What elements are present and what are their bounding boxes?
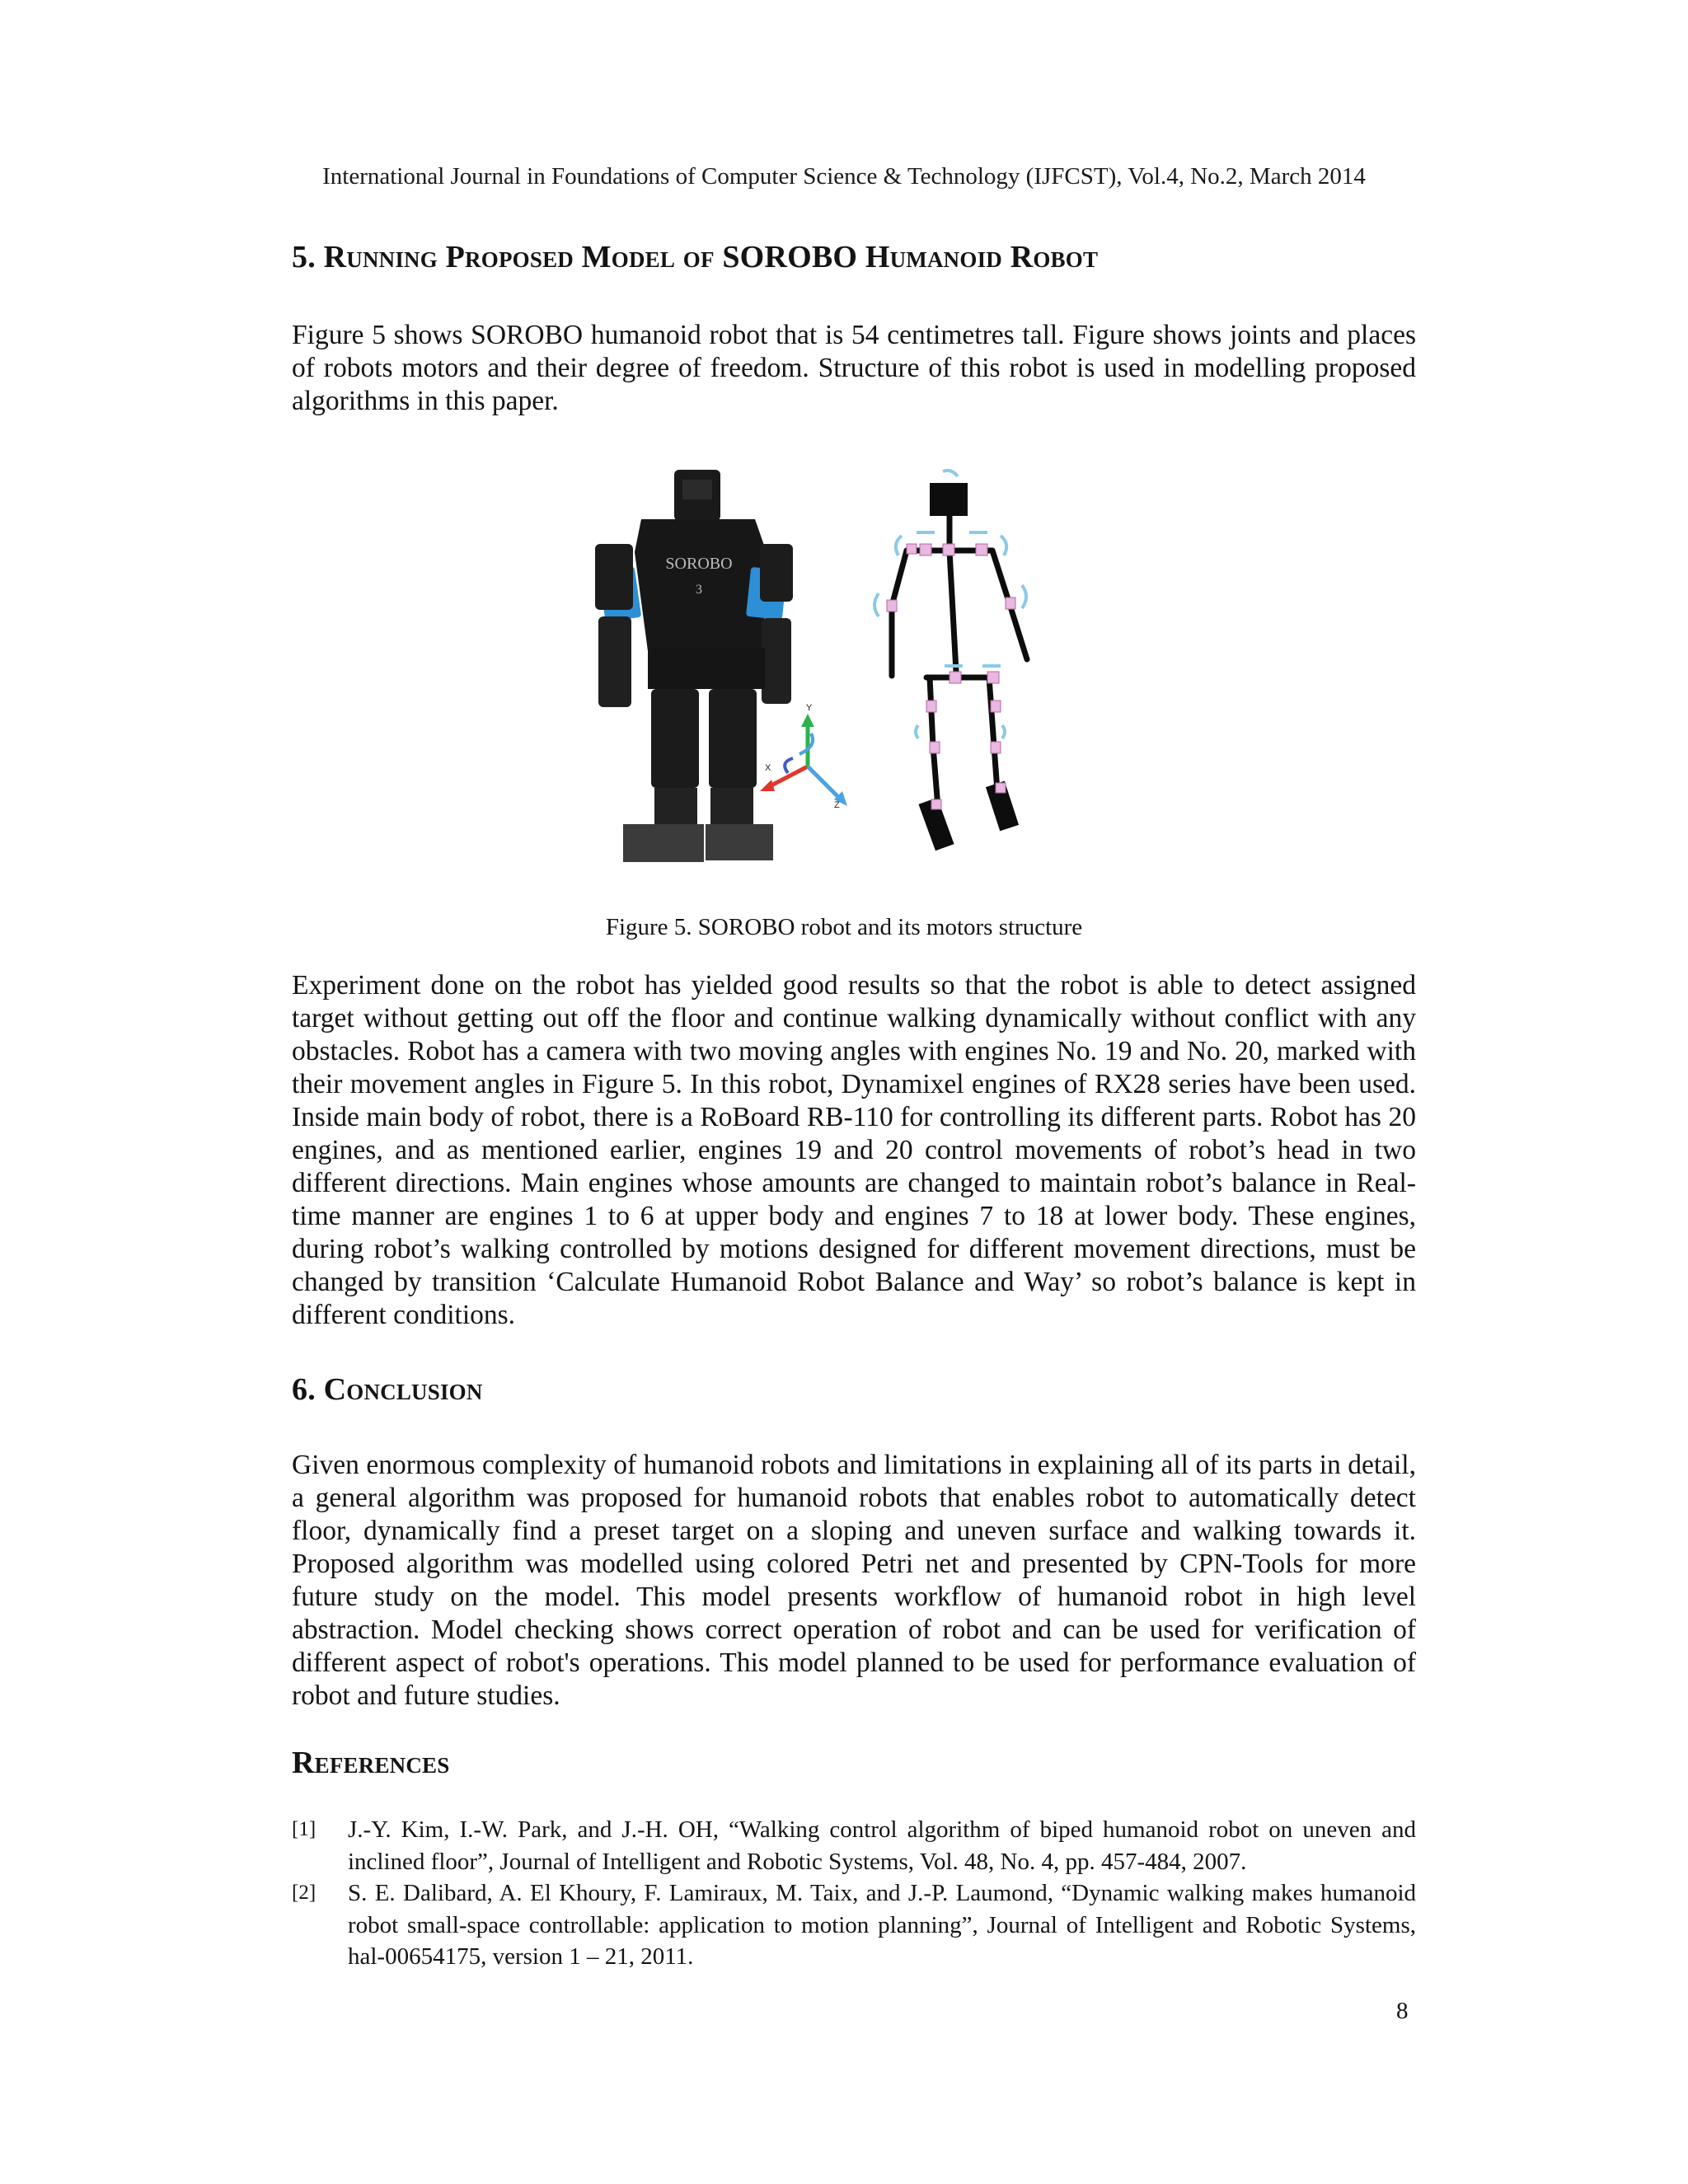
robot-chest-label: SOROBO <box>665 555 733 573</box>
reference-number: [2] <box>292 1882 316 1904</box>
robot-photo <box>595 470 793 862</box>
figure-5-caption: Figure 5. SOROBO robot and its motors structure <box>605 914 1083 940</box>
axis-z-label: Z <box>834 800 840 810</box>
experiment-paragraph: Experiment done on the robot has yielded good results so that the robot is able to detect assigned target without getting out off the floor and continue walking dynamically without conflict with any obstacles. Robot has a camera with two moving angles with engines No. 19 and No. 20, marked with their movement angles in Figure 5. In this robot, Dynamixel engines of RX28 series have been used. Inside main body of robot, there is a RoBoard RB-110 for controlling its different parts. Robot has 20 engines, and as mentioned earlier, engines 19 and 20 control movements of robot’s head in two different directions. Main engines whose amounts are changed to maintain robot’s balance in Real-time manner are engines 1 to 6 at upper body and engines 7 to 18 at lower body. These engines, during robot’s walking controlled by motions designed for different movement directions, must be changed by transition ‘Calculate Humanoid Robot Balance and Way’ so robot’s balance is kept in different conditions. <box>292 970 1416 1330</box>
page-number: 8 <box>1396 1998 1409 2024</box>
references-title: References <box>292 1746 450 1780</box>
skeleton-head <box>930 483 968 516</box>
references-list <box>292 1814 1416 1973</box>
reference-number: [1] <box>292 1818 316 1840</box>
running-head: International Journal in Foundations of Computer Science & Technology (IJFCST), Vol.4, No.2, March 2014 <box>322 163 1366 190</box>
conclusion-paragraph: Given enormous complexity of humanoid robots and limitations in explaining all of its parts in detail, a general algorithm was proposed for humanoid robots that enables robot to automatically detect floor, dynamically find a preset target on a sloping and uneven surface and walking towards it. Proposed algorithm was modelled using colored Petri net and presented by CPN-Tools for more future study on the model. This model presents workflow of humanoid robot in high level abstraction. Model checking shows correct operation of robot and can be used for verification of different aspect of robot's operations. This model planned to be used for performance evaluation of robot and future studies. <box>292 1450 1416 1711</box>
reference-item <box>292 1814 1416 1877</box>
axis-x-label: X <box>765 763 771 773</box>
figure-5-illustration <box>577 462 1170 874</box>
reference-text: J.-Y. Kim, I.-W. Park, and J.-H. OH, “Walking control algorithm of biped humanoid robot on uneven and inclined floor”, Journal of Intelligent and Robotic Systems, Vol. 48, No. 4, pp. 457-484, 2007. <box>348 1816 1416 1875</box>
section-5-title: 5. Running Proposed Model of SOROBO Humanoid Robot <box>292 240 1099 274</box>
axis-y-label: Y <box>806 703 813 713</box>
section-5-intro-paragraph: Figure 5 shows SOROBO humanoid robot that is 54 centimetres tall. Figure shows joints and places of robots motors and their degree of freedom. Structure of this robot is used in modelling proposed algorithms in this paper. <box>292 320 1416 416</box>
robot-chest-number: 3 <box>696 583 702 597</box>
coordinate-axes <box>760 703 847 810</box>
reference-item <box>292 1877 1416 1973</box>
section-6-title: 6. Conclusion <box>292 1372 483 1407</box>
reference-text: S. E. Dalibard, A. El Khoury, F. Lamiraux, M. Taix, and J.-P. Laumond, “Dynamic walking makes humanoid robot small-space controllable: application to motion planning”, Journal of Intelligent and Robotic Systems, hal-00654175, version 1 – 21, 2011. <box>348 1880 1416 1970</box>
skeleton-diagram <box>892 511 1027 808</box>
figure-5 <box>577 462 1170 874</box>
